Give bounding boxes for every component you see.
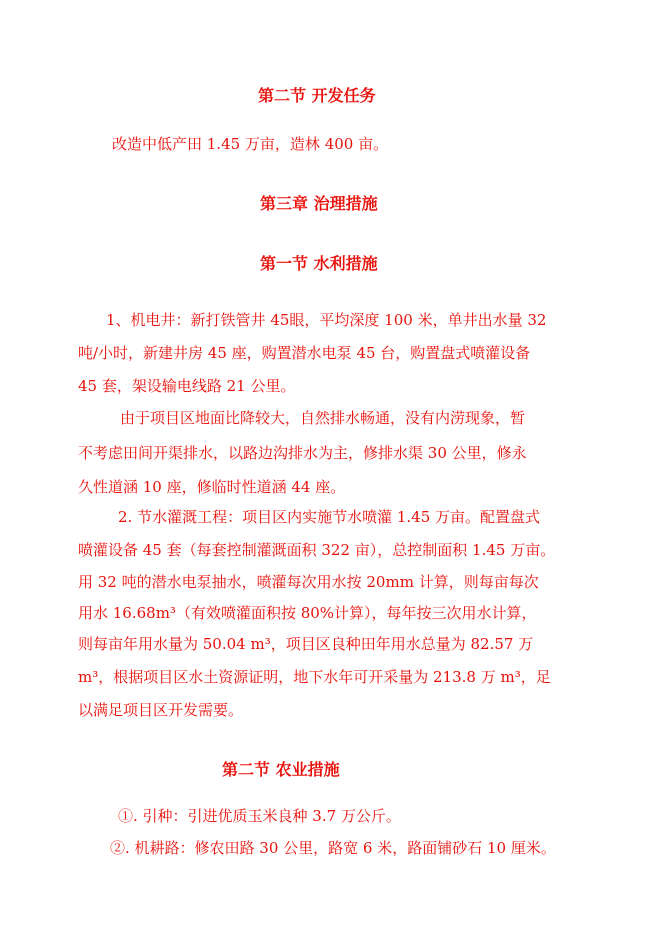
section-water-title: 第一节 水利措施: [260, 254, 378, 273]
para1-line-3: 45 套，架设输电线路 21 公里。: [78, 377, 296, 395]
chapter-title: 第三章 治理措施: [260, 194, 378, 213]
para2-line-3: 久性道涵 10 座，修临时性道涵 44 座。: [78, 478, 346, 496]
para3-line-1: 2. 节水灌溉工程：项目区内实施节水喷灌 1.45 万亩。配置盘式: [118, 508, 541, 526]
para3-line-5: 则每亩年用水量为 50.04 m³，项目区良种田年用水总量为 82.57 万: [78, 635, 534, 653]
para1-line-1: 1、机电井：新打铁管井 45眼，平均深度 100 米，单井出水量 32: [106, 311, 547, 329]
para3-line-3: 用 32 吨的潜水电泵抽水，喷灌每次用水按 20mm 计算，则每亩每次: [78, 573, 539, 591]
para1-line-2: 吨/小时，新建井房 45 座，购置潜水电泵 45 台，购置盘式喷灌设备: [78, 344, 531, 362]
section-dev-task-title: 第二节 开发任务: [258, 86, 376, 105]
para3-line-2: 喷灌设备 45 套（每套控制灌溉面积 322 亩），总控制面积 1.45 万亩。: [78, 541, 556, 559]
agri-item-1: ①. 引种：引进优质玉米良种 3.7 万公斤。: [118, 807, 401, 825]
section-agri-title: 第二节 农业措施: [222, 760, 340, 779]
para2-line-1: 由于项目区地面比降较大，自然排水畅通，没有内涝现象，暂: [120, 409, 526, 427]
para2-line-2: 不考虑田间开渠排水，以路边沟排水为主，修排水渠 30 公里，修永: [78, 444, 527, 462]
para3-line-4: 用水 16.68m³（有效喷灌面积按 80%计算），每年按三次用水计算，: [78, 604, 537, 622]
para3-line-6: m³，根据项目区水土资源证明，地下水年可开采量为 213.8 万 m³，足: [78, 668, 551, 686]
dev-task-text: 改造中低产田 1.45 万亩，造林 400 亩。: [112, 135, 389, 153]
para3-line-7: 以满足项目区开发需要。: [78, 701, 244, 719]
agri-item-2: ②. 机耕路：修农田路 30 公里，路宽 6 米，路面铺砂石 10 厘米。: [110, 839, 556, 857]
